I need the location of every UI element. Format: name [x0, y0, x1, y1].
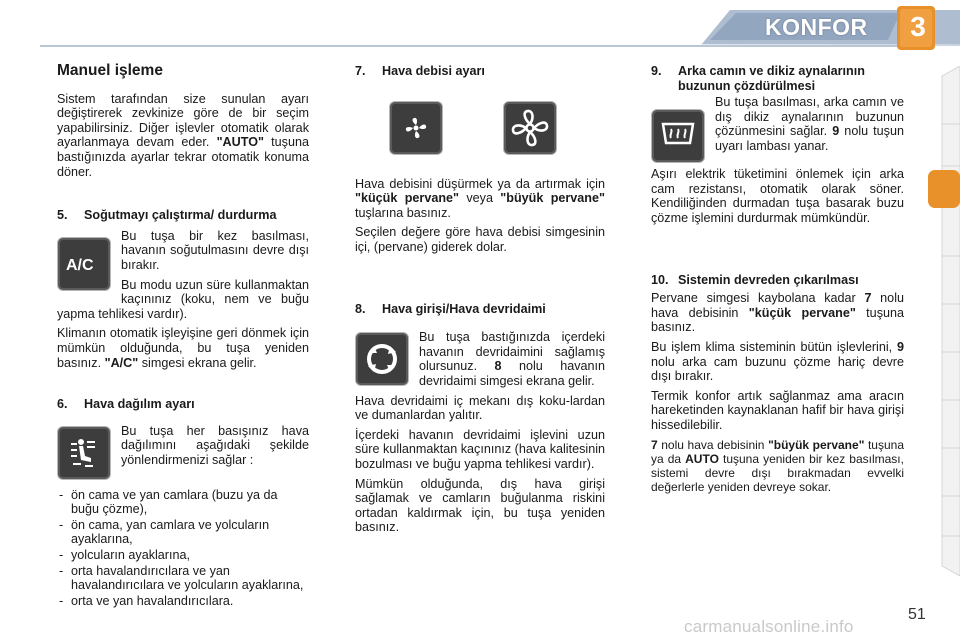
section-10-heading: 10. Sistemin devreden çıkarılması — [651, 272, 859, 287]
s8-p4: Mümkün olduğunda, dış hava girişi sağlamak ve camların buğulanma riskini ortadan kaldırmak için, bu tuşa yeniden basınız. — [355, 476, 605, 535]
section-6-heading: 6. Hava dağılım ayarı — [57, 397, 195, 412]
s10-p2: Bu işlem klima sisteminin bütün işlevlerini, 9 nolu arka cam buzunu çözme hariç devre dışı bırakır. — [651, 339, 904, 384]
ac-button-icon — [57, 237, 111, 291]
header-band — [0, 0, 960, 56]
chapter-number: 3 — [910, 11, 926, 42]
s5-p1: Bu tuşa bir kez basılması, havanın soğutulmasını devre dışı bırakır. — [121, 228, 309, 272]
chapter-tab-strip — [928, 66, 960, 576]
section-7-heading: 7. Hava debisi ayarı — [355, 64, 485, 78]
section-5-heading: 5. Soğutmayı çalıştırma/ durdurma — [57, 208, 277, 223]
list-item: - yolcuların ayaklarına, — [57, 548, 309, 563]
section-title: Manuel işleme — [57, 62, 163, 79]
section-8-heading: 8. Hava girişi/Hava devridaimi — [355, 301, 546, 316]
fan-large-icon — [503, 101, 557, 155]
s8-p2: Hava devridaimi iç mekanı dış koku-lardan ve dumanlardan yalıtır. — [355, 393, 605, 423]
section-9-heading: 9. Arka camın ve dikiz aynalarının buzunun çözdürülmesi — [651, 64, 865, 93]
intro-paragraph: Sistem tarafından size sunulan ayarı değiştirerek zevkinize göre de bir seçim yapabilirsiniz. Diğer işlevler otomatik olarak ayarlanmaya devam eder. "AUTO" tuşuna bastığınızda ayarlar tekrar otomatik konuma döner. — [57, 91, 309, 179]
column-left — [57, 60, 309, 609]
rear-defrost-icon — [651, 109, 705, 163]
svg-text:A/C: A/C — [66, 256, 94, 274]
s10-p3: Termik konfor artık sağlanmaz ama aracın hareketinden kaynaklanan hafif bir hava girişi hissedilebilir. — [651, 388, 904, 432]
distribution-list — [57, 488, 309, 609]
list-item: - ön cama ve yan camlara (buzu ya da buğu çözme), — [57, 488, 309, 517]
s8-p3: İçerdeki havanın devridaimi işlevini uzun süre kullanmaktan kaçınınız (hava kalitesinin bozulması ve buğu yapma tehlikesi vardır). — [355, 427, 605, 471]
fan-small-icon — [389, 101, 443, 155]
s9-p1: Bu tuşa basılması, arka camın ve dış dikiz aynalarının buzunun çözünmesini sağlar. 9 nolu tuşun uyarı lambası yanar. — [715, 95, 904, 153]
s5-p2: Bu modu uzun süre kullanmaktan kaçınınız (koku, nem ve buğu yapma tehlikesi vardır). — [57, 277, 309, 321]
page-title: KONFOR — [765, 14, 868, 40]
active-chapter-tab — [928, 170, 960, 208]
column-right — [651, 60, 904, 499]
fan-buttons — [389, 101, 605, 155]
s10-p4: 7 nolu hava debisinin "büyük pervane" tuşuna ya da AUTO tuşuna yeniden bir kez basılması, sistemi devre dışı bırakmadan evvelki değerlerle yeniden devreye sokar. — [651, 437, 904, 494]
s5-p3: Klimanın otomatik işleyişine geri dönmek için mümkün olduğunda, bu tuşa yeniden basınız. "A/C" simgesi ekrana gelir. — [57, 326, 309, 370]
s7-p2: Seçilen değere göre hava debisi simgesinin içi, (pervane) giderek dolar. — [355, 225, 605, 254]
s6-p1: Bu tuşa her basışınız hava dağılımını aşağıdaki şekilde yönlendirmenizi sağlar : — [121, 423, 309, 467]
list-item: - ön cama, yan camlara ve yolcuların ayaklarına, — [57, 518, 309, 547]
s8-p1: Bu tuşa bastığınızda içerdeki havanın devridaimini sağlamış olursunuz. 8 nolu havanın devridaimi simgesi ekrana gelir. — [419, 330, 606, 388]
list-item: - orta havalandırıcılara ve yan havalandırıcılara ve yolcuların ayaklarına, — [57, 564, 309, 593]
air-distribution-icon — [57, 426, 111, 480]
s7-p1: Hava debisini düşürmek ya da artırmak için "küçük pervane" veya "büyük pervane" tuşlarına basınız. — [355, 176, 605, 220]
s9-p2: Aşırı elektrik tüketimini önlemek için arka cam rezistansı, otomatik olarak söner. Kendiliğinden durmadan tuşa basarak buzu çözme işlemini durdurmak mümkündür. — [651, 167, 904, 225]
page-number: 51 — [908, 606, 926, 623]
column-middle — [355, 60, 605, 540]
chapter-tabs — [928, 66, 960, 576]
s10-p1: Pervane simgesi kaybolana kadar 7 nolu hava debisinin "küçük pervane" tuşuna basınız. — [651, 291, 904, 335]
watermark: carmanualsonline.info — [684, 617, 854, 636]
list-item: - orta ve yan havalandırıcılara. — [57, 594, 309, 609]
recirculation-icon — [355, 332, 409, 386]
